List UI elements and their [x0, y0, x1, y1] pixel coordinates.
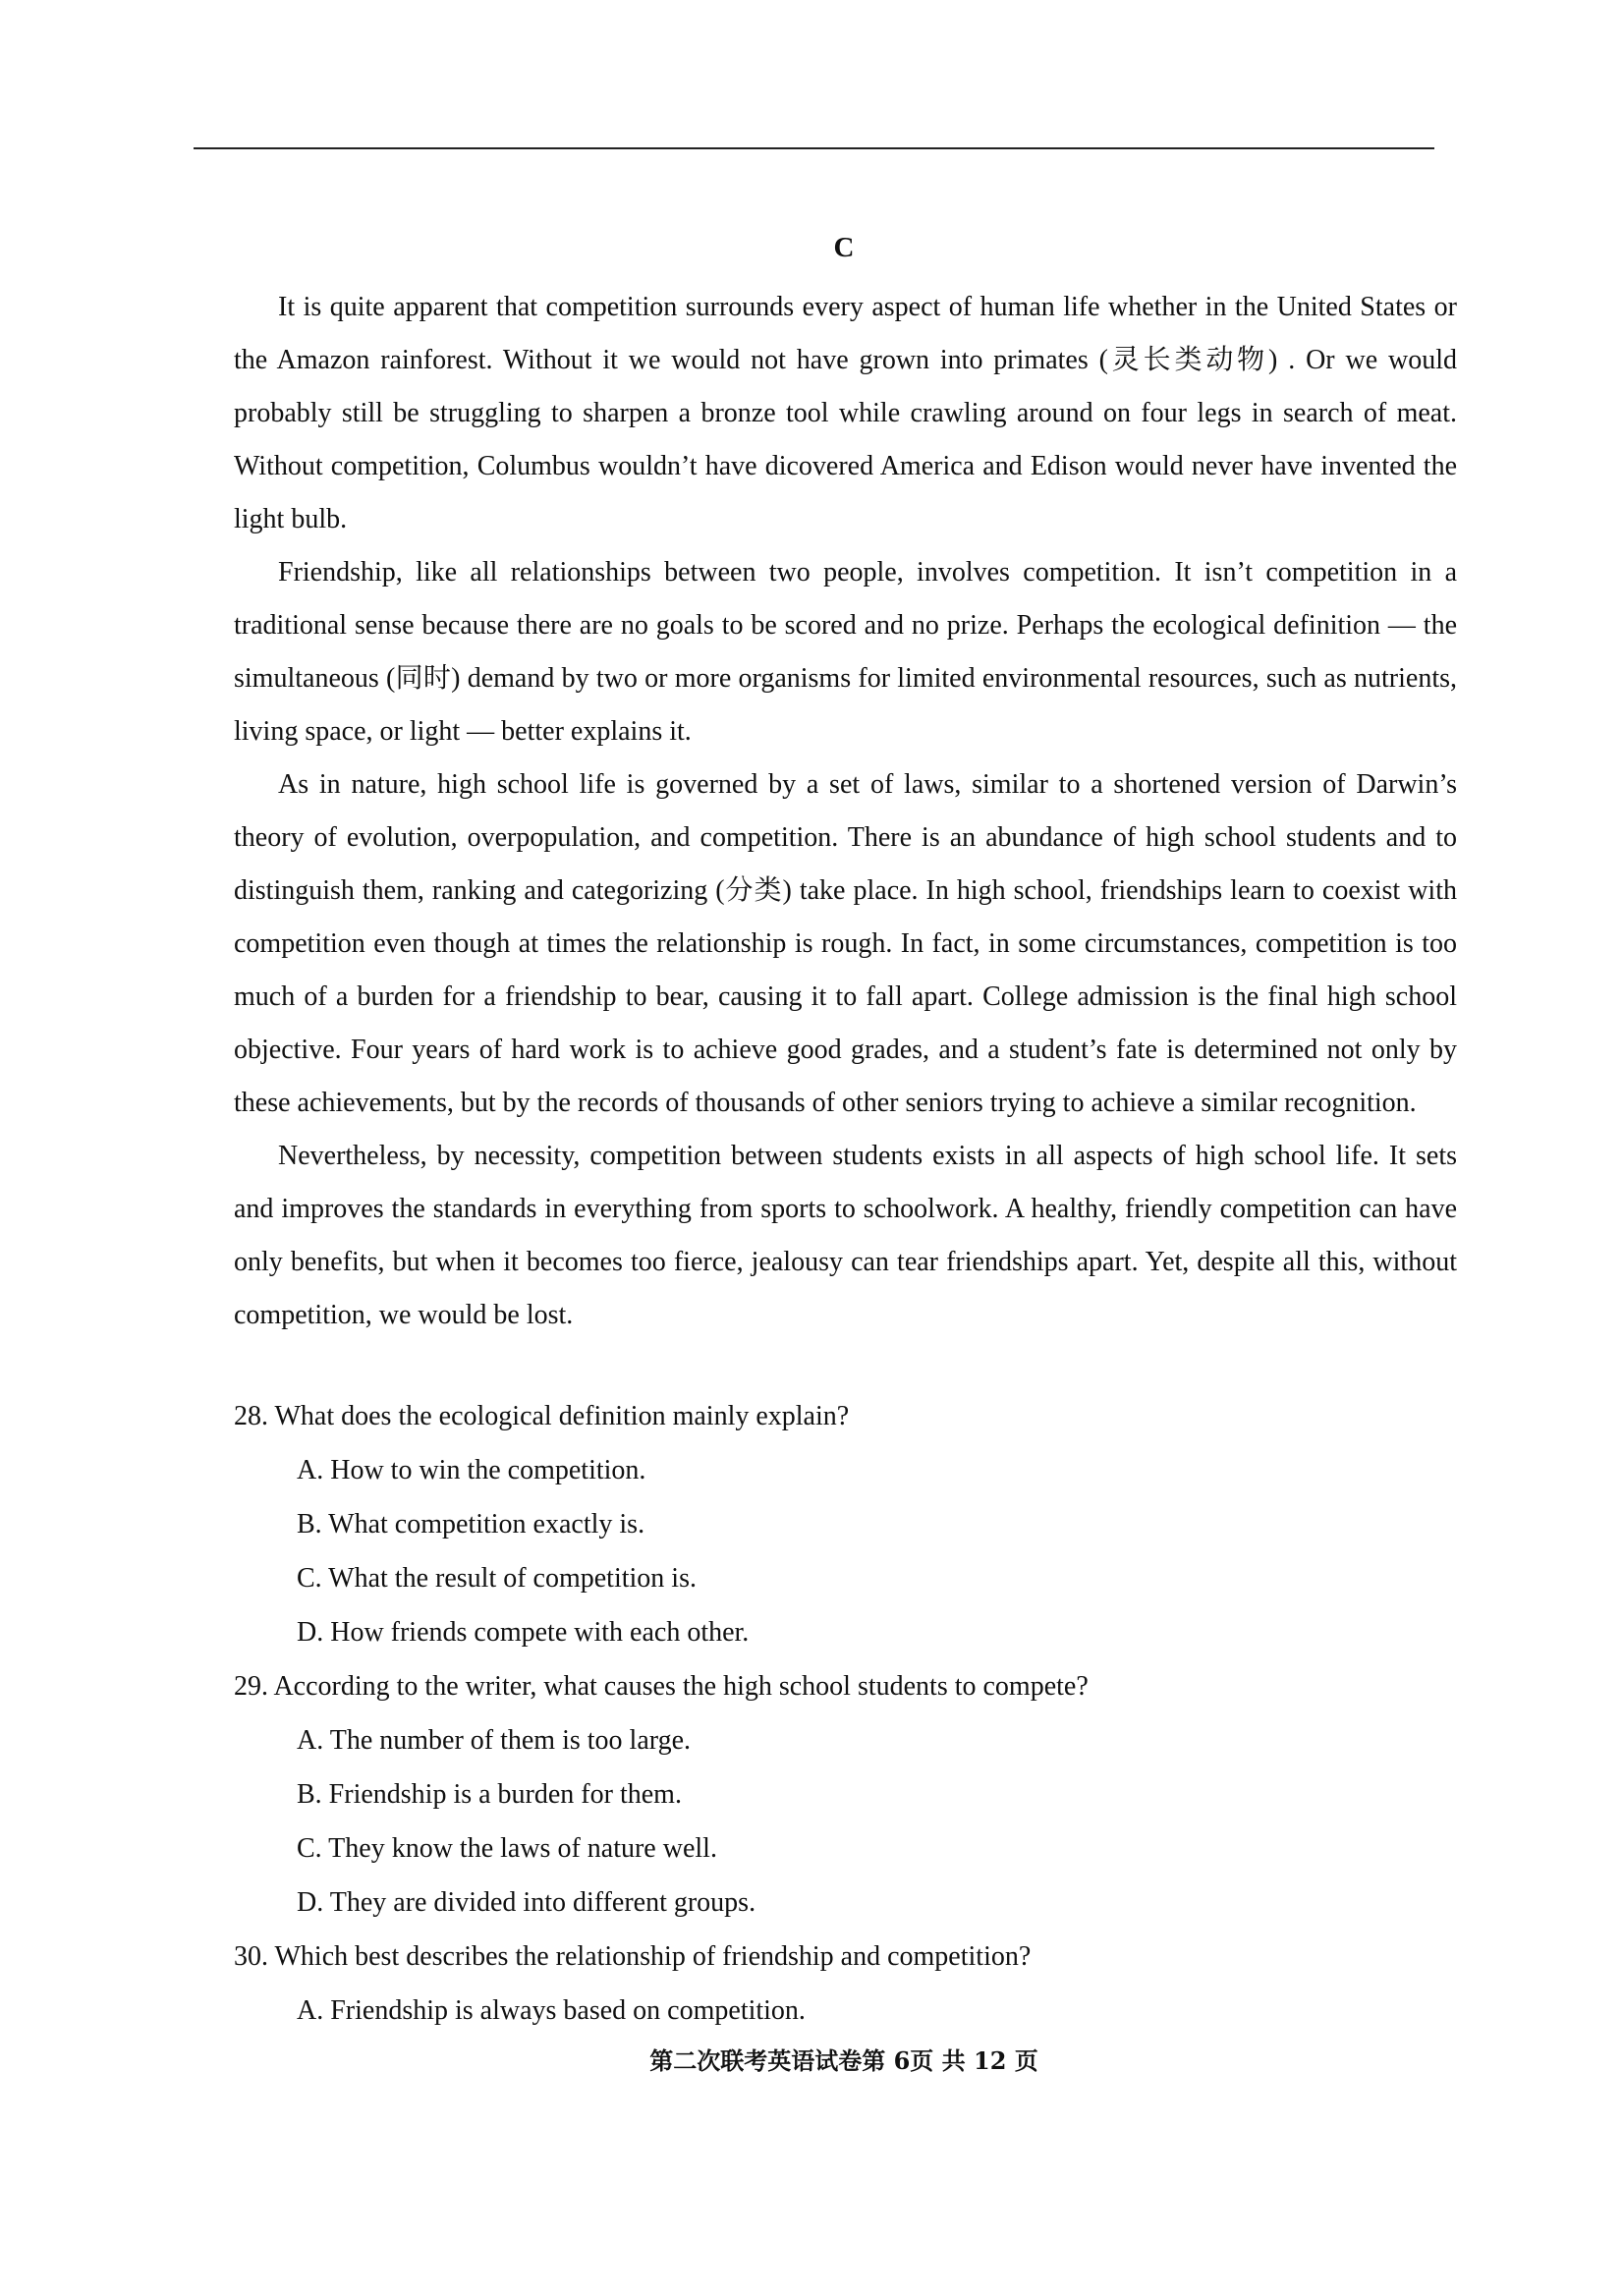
question-stem: 29. According to the writer, what causes the high school students to compete? — [234, 1671, 1089, 1702]
page-footer: 第二次联考英语试卷第 6页 共 12 页 — [649, 2046, 1038, 2075]
question-28 — [234, 1389, 1457, 1659]
answer-option: A. How to win the competition. — [297, 1455, 646, 1485]
passage-paragraph: As in nature, high school life is governed by a set of laws, similar to a shortened version of Darwin’s theory of evolution, overpopulation, and competition. There is an abundance of high school students and to distinguish them, ranking and categorizing (分类) take place. In high school, friendships learn to coexist with competition even though at times the relationship is rough. In fact, in some circumstances, competition is too much of a burden for a friendship to bear, causing it to fall apart. College admission is the final high school objective. Four years of hard work is to achieve good grades, and a student’s fate is determined not only by these achievements, but by the records of thousands of other seniors trying to achieve a similar recognition. — [234, 769, 1457, 1118]
question-stem: 30. Which best describes the relationship of friendship and competition? — [234, 1941, 1032, 1972]
answer-option: C. They know the laws of nature well. — [297, 1833, 717, 1864]
reading-passage — [234, 281, 1457, 1342]
top-rule — [194, 147, 1434, 149]
question-29 — [234, 1659, 1457, 1930]
question-30 — [234, 1930, 1457, 2038]
answer-option: A. The number of them is too large. — [297, 1725, 691, 1756]
answer-option: C. What the result of competition is. — [297, 1563, 697, 1594]
answer-option: D. How friends compete with each other. — [297, 1617, 750, 1648]
question-list — [234, 1389, 1457, 2038]
answer-option: A. Friendship is always based on competition. — [297, 1995, 806, 2026]
answer-option: B. What competition exactly is. — [297, 1509, 645, 1540]
answer-option: D. They are divided into different groups. — [297, 1887, 756, 1918]
passage-paragraph: It is quite apparent that competition surrounds every aspect of human life whether in the United States or the Amazon rainforest. Without it we would not have grown into primates (灵长类动物) . Or we would probably still be struggling to sharpen a bronze tool while crawling around on four legs in search of meat. Without competition, Columbus wouldn’t have dicovered America and Edison would never have invented the light bulb. — [234, 292, 1457, 534]
answer-option: B. Friendship is a burden for them. — [297, 1779, 682, 1810]
passage-paragraph: Friendship, like all relationships between two people, involves competition. It isn’t competition in a traditional sense because there are no goals to be scored and no prize. Perhaps the ecological definition — the simultaneous (同时) demand by two or more organisms for limited environmental resources, such as nutrients, living space, or light — better explains it. — [234, 557, 1457, 747]
passage-paragraph: Nevertheless, by necessity, competition between students exists in all aspects of high school life. It sets and improves the standards in everything from sports to schoolwork. A healthy, friendly competition can have only benefits, but when it becomes too fierce, jealousy can tear friendships apart. Yet, despite all this, without competition, we would be lost. — [234, 1141, 1457, 1330]
section-heading: C — [833, 232, 855, 263]
question-stem: 28. What does the ecological definition mainly explain? — [234, 1401, 850, 1431]
